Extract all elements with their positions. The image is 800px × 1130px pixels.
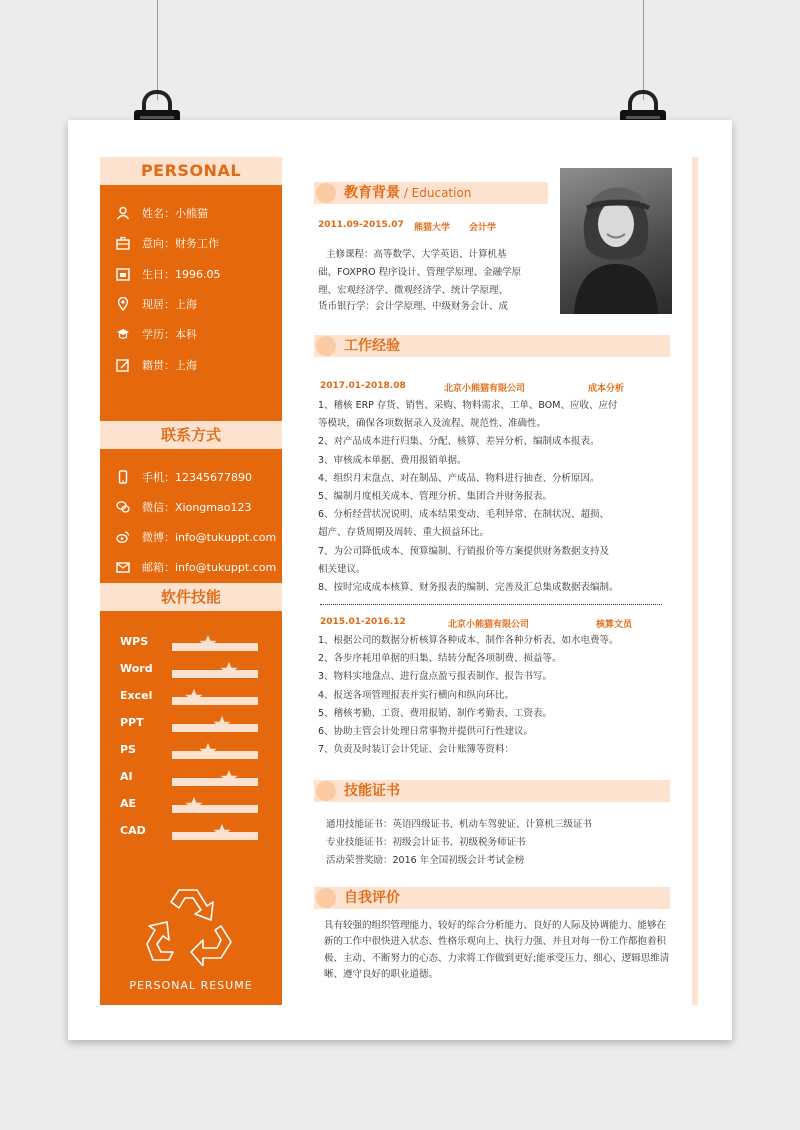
contact-wechat [116,497,251,517]
education-course-line: 主修课程：高等数学、大学英语、计算机基 [326,249,507,260]
info-name-label: 姓名： [142,207,175,220]
cert-line: 专业技能证书：初级会计证书、初级税务师证书 [326,837,526,848]
info-location-label: 现居： [142,298,175,311]
job-duty-line: 超产、存货周期及周转、重大损益环比。 [318,527,490,539]
job-duty-line: 3、审核成本单据、费用报销单据。 [318,454,467,466]
certs-title: 技能证书 [344,783,400,799]
skill-bar [172,778,258,786]
job-duty-line: 2、各步序耗用单据的归集、结转分配各项制费、损益等。 [318,653,562,665]
self-header [314,887,670,909]
self-evaluation-text: 具有较强的组织管理能力、较好的综合分析能力、良好的人际及协调能力、能够在新的工作中很快进入状态、性格乐观向上、执行力强、并且对每一份工作都抱着积极、主动、不断努力的心态、力求将工作做到更好;能承受压力、细心、逻辑思维清晰、遵守良好的职业道德。 [324,920,670,980]
info-native [116,355,197,375]
skill-name: CAD [120,824,146,837]
edit-icon [116,358,130,372]
job-duty-line: 7、负责及时装订会计凭证、会计账簿等资料： [318,744,515,756]
education-header [314,182,548,204]
job-date: 2017.01-2018.08 [320,381,406,391]
info-education [116,324,197,344]
job-duty-line: 6、协助主管会计处理日常事物并提供可行性建议。 [318,726,534,737]
star-icon [220,769,238,787]
contact-weibo-value: info@tukuppt.com [175,530,277,544]
weibo-icon [116,530,130,544]
job-duty-line: 4、组织月末盘点、对在制品、产成品、物料进行抽查、分析原因。 [318,472,600,484]
education-subtitle: / Education [400,186,472,200]
hanging-wire-right [643,0,644,100]
graduation-icon [116,327,130,341]
education-school: 熊猫大学 [414,223,451,233]
mail-icon [116,560,130,574]
education-section-icon [316,183,336,203]
contact-wechat-label: 微信： [142,501,175,514]
skills-block [100,611,282,1005]
education-major: 会计学 [469,223,497,233]
info-location [116,294,197,314]
resume-title: PERSONAL [100,157,282,185]
job-duty-line: 5、稽核考勤、工资、费用报销、制作考勤表、工资表。 [318,707,553,719]
contact-phone-value: 12345677890 [175,470,252,484]
skill-bar [172,697,258,705]
education-course-line: 础、FOXPRO 程序设计、管理学原理、金融学原 [318,267,522,278]
info-name-value: 小熊猫 [175,207,208,220]
contact-wechat-value: Xiongmao123 [175,500,252,514]
job-date: 2015.01-2016.12 [320,617,406,627]
info-intent-value: 财务工作 [175,237,219,250]
certs-section-icon [316,781,336,801]
job-separator [320,604,662,605]
info-education-label: 学历： [142,328,175,341]
work-title: 工作经验 [344,338,400,354]
education-course-line: 货币银行学：会计学原理、中级财务会计、成 [318,301,509,312]
calendar-icon [116,267,130,281]
job-duty-line: 2、对产品成本进行归集、分配、核算、差异分析、编制成本报表。 [318,436,600,448]
contact-email-label: 邮箱： [142,561,175,574]
contact-weibo [116,527,276,547]
resume-paper [68,120,732,1040]
skill-name: AE [120,797,137,810]
job-duty-line: 7、为公司降低成本、预算编制、行销报价等方案提供财务数据支持及 [318,545,610,557]
wechat-icon [116,500,130,514]
skill-bar [172,724,258,732]
contact-email-value: info@tukuppt.com [175,560,277,574]
info-education-value: 本科 [175,328,197,341]
user-icon [116,206,130,220]
briefcase-icon [116,236,130,250]
skill-name: PS [120,743,136,756]
hanging-wire-left [157,0,158,100]
skill-bar [172,805,258,813]
job-duty-line: 5、编制月度相关成本、管理分析、集团合并财务报表。 [318,491,553,502]
profile-photo [560,168,672,314]
job-duty-line: 1、根据公司的数据分析核算各种成本、制作各种分析表、如水电费等。 [318,635,619,646]
info-birthday-value: 1996.05 [175,267,221,281]
job-duty-line: 6、分析经营状况说明、成本结果变动、毛利异常、在制状况、超损、 [318,509,610,521]
self-title: 自我评价 [344,890,400,906]
left-sidebar [100,157,282,1005]
skill-bar [172,670,258,678]
info-location-value: 上海 [175,298,197,311]
contact-block [100,449,282,583]
education-date: 2011.09-2015.07 [318,220,404,230]
footer-title: PERSONAL RESUME [129,979,253,992]
contact-phone-label: 手机： [142,471,175,484]
location-icon [116,297,130,311]
skill-name: AI [120,770,133,783]
info-intent [116,233,219,253]
info-native-value: 上海 [175,359,197,372]
star-icon [213,715,231,733]
contact-title: 联系方式 [100,421,282,449]
star-icon [213,823,231,841]
job-duty-line: 4、报送各项管理报表并实行横向和纵向环比。 [318,689,515,701]
job-company: 北京小熊猫有限公司 [444,384,526,394]
job-duty-line: 相关建议。 [318,563,366,575]
job-duty-line: 等模块，确保各项数据录入及流程、规范性、准确性。 [318,418,547,430]
education-title: 教育背景 [344,185,400,201]
info-native-label: 籍贯： [142,359,175,372]
job-duty-line: 1、稽核 ERP 存货、销售、采购、物料需求、工单、BOM、应收、应付 [318,400,618,411]
skill-bar [172,643,258,651]
contact-phone [116,467,252,487]
skill-name: WPS [120,635,149,648]
work-section-icon [316,336,336,356]
skill-name: Word [120,662,153,675]
star-icon [199,742,217,760]
work-header [314,335,670,357]
skill-bar [172,832,258,840]
star-icon [199,634,217,652]
job-duty-line: 8、按时完成成本核算、财务报表的编制、完善及汇总集成数据表编制。 [318,582,619,593]
skill-bar [172,751,258,759]
education-title-wrap [344,182,471,204]
certs-header [314,780,670,802]
info-intent-label: 意向： [142,237,175,250]
star-icon [185,796,203,814]
personal-info-block [100,185,282,421]
info-birthday-label: 生日： [142,268,175,281]
self-section-icon [316,888,336,908]
star-icon [220,661,238,679]
cert-line: 活动荣誉奖励：2016 年全国初级会计考试金榜 [326,855,525,866]
cert-line: 通用技能证书：英语四级证书、机动车驾驶证、计算机三级证书 [326,819,593,830]
job-company: 北京小熊猫有限公司 [448,620,530,630]
right-accent-line [692,157,698,1005]
recycle-icon [145,882,237,966]
job-position: 成本分析 [588,384,625,394]
education-course-line: 理、宏观经济学、微观经济学、统计学原理、 [318,285,509,296]
contact-email [116,557,276,577]
info-name [116,203,208,223]
info-birthday [116,264,221,284]
skill-name: Excel [120,689,153,702]
job-position: 核算文员 [596,620,633,630]
skills-title: 软件技能 [100,583,282,611]
contact-weibo-label: 微博： [142,531,175,544]
job-duty-line: 3、物料实地盘点、进行盘点盈亏报表制作、报告书写。 [318,671,553,683]
phone-icon [116,470,130,484]
star-icon [185,688,203,706]
skill-name: PPT [120,716,144,729]
